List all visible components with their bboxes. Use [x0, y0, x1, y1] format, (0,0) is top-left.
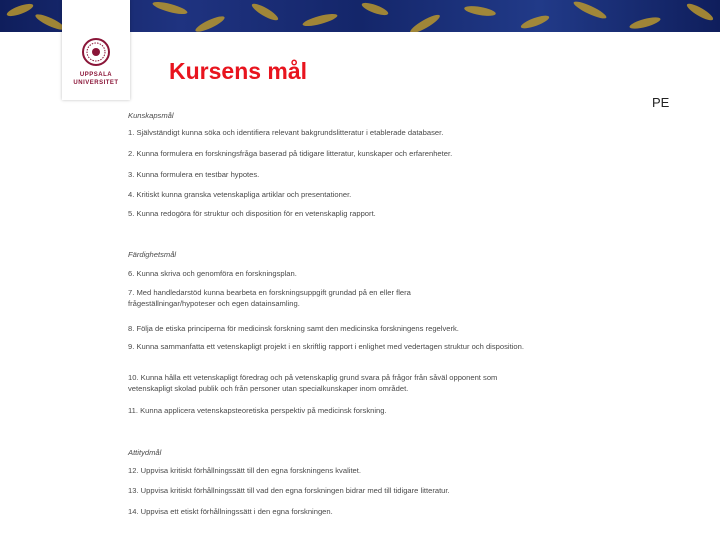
- slide-title: Kursens mål: [169, 58, 308, 84]
- goal-item: 14. Uppvisa ett etiskt förhållningssätt i den egna forskningen.: [128, 507, 333, 516]
- goal-item: 9. Kunna sammanfatta ett vetenskapligt projekt i en skriftlig rapport i enlighet med vedertagen struktur och disposition.: [128, 342, 524, 351]
- goal-item: 13. Uppvisa kritiskt förhållningssätt till vad den egna forskningen bidrar med till tidigare litteratur.: [128, 486, 450, 495]
- goal-item: 2. Kunna formulera en forskningsfråga baserad på tidigare litteratur, kunskaper och erfarenheter.: [128, 149, 453, 158]
- goal-item: 4. Kritiskt kunna granska vetenskapliga artiklar och presentationer.: [128, 190, 352, 199]
- goal-item: 7. Med handledarstöd kunna bearbeta en forskningsuppgift grundad på en eller flera frågeställningar/hypoteser och egen datainsamling.: [128, 288, 411, 308]
- goal-item: 11. Kunna applicera vetenskapsteoretiska perspektiv på medicinsk forskning.: [128, 406, 387, 415]
- logo-text-line2: UNIVERSITET: [73, 80, 119, 86]
- skills-heading: Färdighetsmål: [128, 250, 177, 259]
- corner-tag: PE: [652, 95, 670, 110]
- goal-item: 1. Självständigt kunna söka och identifiera relevant bakgrundslitteratur i etablerade databaser.: [128, 128, 444, 137]
- university-logo: [62, 0, 130, 100]
- goal-item: 5. Kunna redogöra för struktur och disposition för en vetenskaplig rapport.: [128, 209, 376, 218]
- goal-item: 6. Kunna skriva och genomföra en forskningsplan.: [128, 269, 297, 278]
- goal-item: 8. Följa de etiska principerna för medicinsk forskning samt den medicinska forskningens regelverk.: [128, 324, 459, 333]
- logo-text-line1: UPPSALA: [79, 72, 113, 78]
- goal-item: 10. Kunna hålla ett vetenskapligt föredrag och på vetenskaplig grund svara på frågor från såväl opponent som vetenskapligt skolad publik och från personer utan specialkunskaper inom området.: [128, 373, 498, 393]
- knowledge-heading: Kunskapsmål: [128, 111, 174, 120]
- attitude-heading: Attitydmål: [128, 448, 162, 457]
- goal-item: 3. Kunna formulera en testbar hypotes.: [128, 170, 260, 179]
- goal-item: 12. Uppvisa kritiskt förhållningssätt till den egna forskningens kvalitet.: [128, 466, 361, 475]
